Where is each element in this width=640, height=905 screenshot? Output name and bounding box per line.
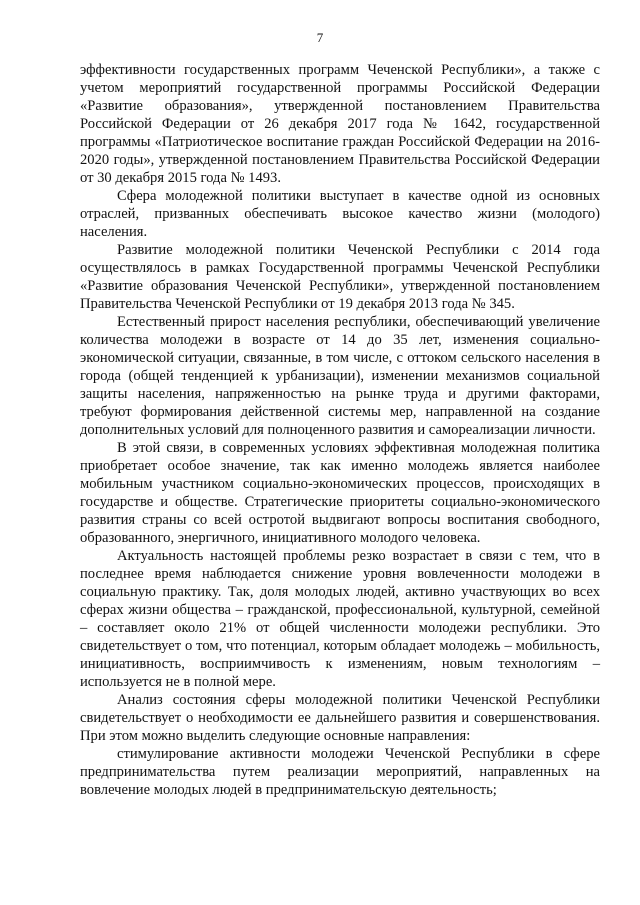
paragraph: Анализ состояния сферы молодежной политики Чеченской Республики свидетельствует о необходимости ее дальнейшего развития и совершенствования. При этом можно выделить следующие основные направления:	[80, 692, 600, 744]
paragraph: Сфера молодежной политики выступает в качестве одной из основных отраслей, призванных обеспечивать высокое качество жизни (молодого) населения.	[80, 188, 600, 240]
paragraph: Естественный прирост населения республики, обеспечивающий увеличение количества молодежи в возрасте от 14 до 35 лет, изменения социально-экономической ситуации, связанные, в том числе, с оттоком сельского населения в города (общей тенденцией к урбанизации), изменении механизмов социальной защиты населения, напряженностью на рынке труда и другими факторами, требуют формирования действенной системы мер, направленной на создание дополнительных условий для полноценного развития и самореализации личности.	[80, 314, 600, 438]
paragraph: В этой связи, в современных условиях эффективная молодежная политика приобретает особое значение, так как именно молодежь является наиболее мобильным участником социально-экономических процессов, происходящих в государстве и обществе. Стратегические приоритеты социально-экономического развития страны со всей остротой выдвигают вопросы воспитания свободного, образованного, энергичного, инициативного молодого человека.	[80, 440, 600, 546]
page-number: 7	[316, 30, 324, 45]
paragraph: эффективности государственных программ Чеченской Республики», а также с учетом мероприятий государственной программы Российской Федерации «Развитие образования», утвержденной постановлением Правительства Российской Федерации от 26 декабря 2017 года № 1642, государственной программы «Патриотическое воспитание граждан Российской Федерации на 2016-2020 годы», утвержденной постановлением Правительства Российской Федерации от 30 декабря 2015 года № 1493.	[80, 62, 600, 186]
paragraph: Развитие молодежной политики Чеченской Республики с 2014 года осуществлялось в рамках Государственной программы Чеченской Республики «Развитие образования Чеченской Республики», утвержденной постановлением Правительства Чеченской Республики от 19 декабря 2013 года № 345.	[80, 242, 600, 312]
paragraph: Актуальность настоящей проблемы резко возрастает в связи с тем, что в последнее время наблюдается снижение уровня вовлеченности молодежи в социальную практику. Так, доля молодых людей, активно участвующих во всех сферах жизни общества – гражданской, профессиональной, культурной, семейной – составляет около 21% от общей численности молодежи республики. Это свидетельствует о том, что потенциал, которым обладает молодежь – мобильность, инициативность, восприимчивость к изменениям, новым технологиям – используется не в полной мере.	[80, 548, 600, 690]
document-body	[80, 61, 600, 799]
paragraph: стимулирование активности молодежи Чеченской Республики в сфере предпринимательства путем реализации мероприятий, направленных на вовлечение молодых людей в предпринимательскую деятельность;	[80, 746, 600, 798]
